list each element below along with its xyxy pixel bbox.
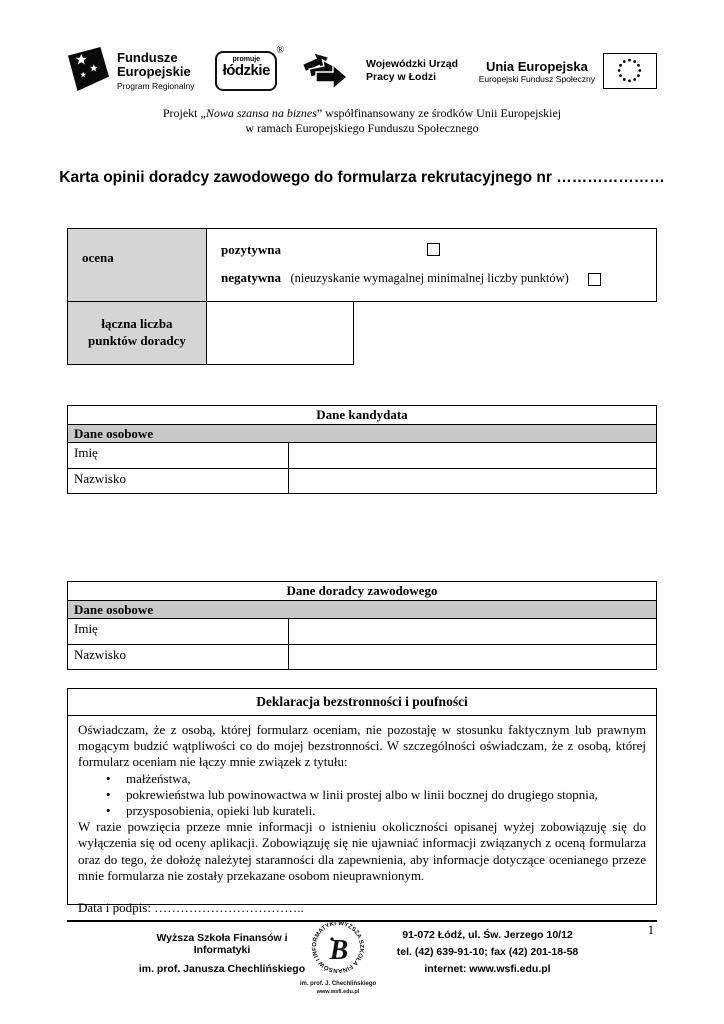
score-row-ocena xyxy=(67,228,657,302)
logo-unia-europejska xyxy=(479,53,657,89)
bullet-text: przysposobienia, opieki lub kurateli. xyxy=(126,803,316,819)
advisor-first-name-value[interactable] xyxy=(289,619,656,644)
positive-label: pozytywna xyxy=(221,242,281,257)
negative-label: negatywna xyxy=(221,270,281,285)
negative-note: (nieuzyskanie wymagalnej minimalnej liczby punktów) xyxy=(290,271,569,285)
ue-subtitle: Europejski Fundusz Społeczny xyxy=(478,73,595,84)
date-signature-field[interactable]: …………………………….. xyxy=(154,900,304,916)
candidate-section-header: Dane osobowe xyxy=(68,425,656,443)
score-row-points xyxy=(67,302,354,365)
field-label: Nazwisko xyxy=(68,645,289,669)
page-number: 1 xyxy=(647,923,654,937)
bullet-icon: • xyxy=(106,786,111,802)
declaration-box xyxy=(67,688,657,916)
score-table xyxy=(67,228,657,365)
positive-option-row xyxy=(207,242,656,270)
lodzkie-big-text: łódzkie xyxy=(222,62,270,79)
school-website: internet: www.wsfi.edu.pl xyxy=(424,963,551,975)
date-signature-label: Data i podpis: xyxy=(78,900,151,916)
candidate-first-name-value[interactable] xyxy=(289,443,656,468)
advisor-last-name-value[interactable] xyxy=(289,645,656,669)
declaration-title: Deklaracja bezstronności i poufności xyxy=(68,689,656,716)
header-logo-strip xyxy=(67,42,657,100)
field-label: Imię xyxy=(68,619,289,644)
advisor-table xyxy=(67,581,657,670)
points-label: łączna liczba punktów doradcy xyxy=(68,302,207,364)
negative-option-row xyxy=(207,270,656,298)
date-signature-line xyxy=(78,900,646,916)
project-financing-note xyxy=(0,106,724,136)
wup-text-line1: Wojewódzki Urząd xyxy=(366,57,458,70)
seal-subtext-2: www.wsfi.edu.pl xyxy=(316,989,360,995)
eu-flag-icon xyxy=(603,53,657,89)
bullet-text: małżeństwa, xyxy=(126,770,191,786)
positive-checkbox[interactable] xyxy=(427,243,440,256)
seal-subtext-1: im. prof. J. Chechlińskiego xyxy=(299,981,377,987)
candidate-last-name-value[interactable] xyxy=(289,469,656,493)
declaration-bullet-list xyxy=(78,771,646,820)
bullet-icon: • xyxy=(106,770,111,786)
declaration-body xyxy=(68,716,656,916)
candidate-table-title: Dane kandydata xyxy=(68,406,656,425)
ocena-label: ocena xyxy=(68,229,207,301)
table-row xyxy=(68,644,656,669)
fundusze-title-line2: Europejskie xyxy=(117,64,191,79)
school-name: Wyższa Szkoła Finansów i Informatyki xyxy=(156,932,288,956)
wup-arrows-icon xyxy=(298,48,358,95)
footer-contact-block xyxy=(380,929,595,980)
project-line2: w ramach Europejskiego Funduszu Społecznego xyxy=(245,121,479,135)
school-phone-fax: tel. (42) 639-91-10; fax (42) 201-18-58 xyxy=(396,946,579,958)
project-line1: Projekt „Nowa szansa na biznes” współfinansowany ze środków Unii Europejskiej xyxy=(162,106,562,120)
project-name-italic: Nowa szansa na biznes xyxy=(205,106,317,120)
logo-wup-lodz xyxy=(298,48,458,95)
ocena-options xyxy=(207,229,656,301)
table-row xyxy=(68,468,656,493)
footer-school-block xyxy=(137,932,307,975)
lodzkie-small-text: promuje xyxy=(232,56,261,63)
seal-circle-text: WYŻSZA SZKOŁA FINANSÓW I INFORMATYKI xyxy=(311,920,365,974)
eu-funds-flag-icon xyxy=(67,46,109,97)
table-row xyxy=(68,619,656,644)
page-title: Karta opinii doradcy zawodowego do formularza rekrutacyjnego nr ………………… xyxy=(59,169,665,186)
candidate-table xyxy=(67,405,657,494)
logo-fundusze-europejskie xyxy=(67,46,194,97)
school-patron: im. prof. Janusza Chechlińskiego xyxy=(138,963,306,975)
logo-promuje-lodzkie xyxy=(215,45,285,91)
advisor-table-title: Dane doradcy zawodowego xyxy=(68,582,656,601)
bullet-icon: • xyxy=(106,803,111,819)
points-value-cell[interactable] xyxy=(207,302,353,364)
list-item xyxy=(78,787,646,803)
school-address: 91-072 Łódź, ul. Św. Jerzego 10/12 xyxy=(402,929,573,941)
declaration-paragraph1: Oświadczam, że z osobą, której formularz oceniam, nie pozostaję w stosunku faktycznym lub prawnym mogącym budzić wątpliwości co do mojej bezstronności. W szczególności oświadczam, że z osobą, której formularz oceniam nie łączy mnie związek z tytułu: xyxy=(78,722,646,770)
list-item xyxy=(78,771,646,787)
seal-monogram: B xyxy=(329,935,349,966)
bullet-text: pokrewieństwa lub powinowactwa w linii prostej albo w linii bocznej do drugiego stopnia, xyxy=(126,786,598,802)
negative-checkbox[interactable] xyxy=(588,273,601,286)
field-label: Nazwisko xyxy=(68,469,289,493)
advisor-section-header: Dane osobowe xyxy=(68,601,656,619)
wup-text-line2: Pracy w Łodzi xyxy=(366,71,437,83)
list-item xyxy=(78,803,646,819)
table-row xyxy=(68,443,656,468)
fundusze-title-line1: Fundusze xyxy=(117,50,178,66)
field-label: Imię xyxy=(68,443,289,468)
ue-title: Unia Europejska xyxy=(485,58,588,74)
registered-trademark-icon: ® xyxy=(276,45,285,56)
form-number-field[interactable]: ………………… xyxy=(556,169,665,186)
fundusze-subtitle: Program Regionalny xyxy=(117,80,195,91)
school-seal-icon xyxy=(299,915,377,1006)
declaration-paragraph2: W razie powzięcia przeze mnie informacji o istnieniu okoliczności opisanej wyżej zobowiązuję się do wyłączenia się od oceny aplikacji. Zobowiązuję się nie ujawniać informacji związanych z oceną formularza oraz do tego, że dołożę należytej staranności dla zapewnienia, aby informacje dotyczące ocenianego przeze mnie formularza nie zostały przekazane osobom nieuprawnionym. xyxy=(78,819,646,883)
